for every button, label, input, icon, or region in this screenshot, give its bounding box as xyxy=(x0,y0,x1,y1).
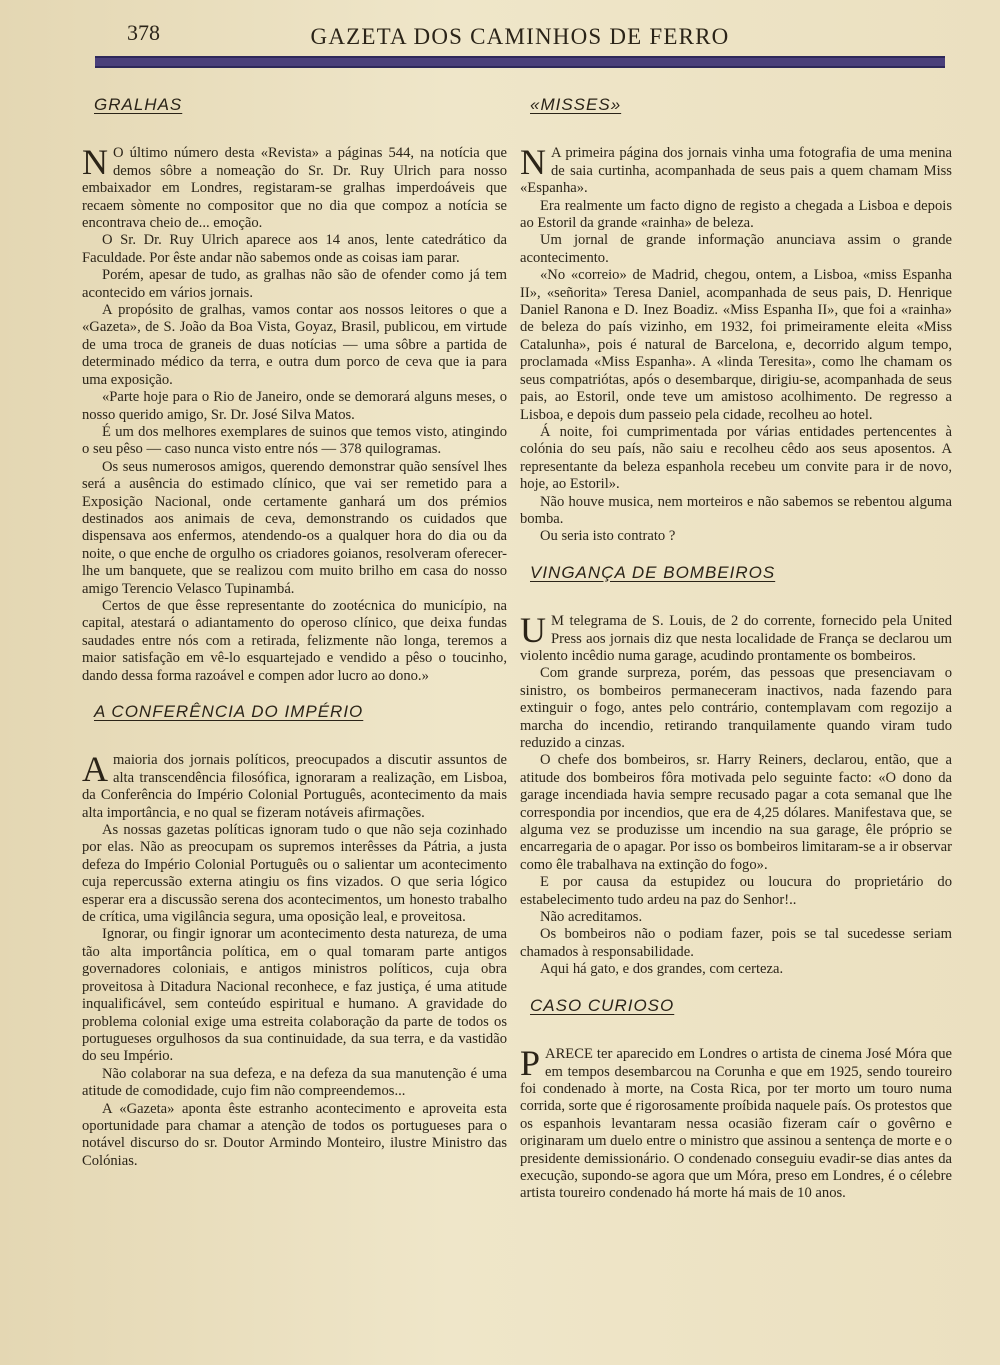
article-paragraph: U M telegrama de S. Louis, de 2 do corrente, fornecido pela United Press aos jornais diz que nesta localidade de França se declarou um violento incêdio numa garage, acudindo prontamente os bombeiros. xyxy=(520,610,952,664)
article-paragraph: Era realmente um facto digno de registo a chegada a Lisboa e depois ao Estoril da grande «rainha» de beleza. xyxy=(520,197,952,232)
article-paragraph: O chefe dos bombeiros, sr. Harry Reiners, declarou, então, que a atitude dos bombeiros fôra motivada pelo seguinte facto: «O dono da garage incendiada havia sempre recusado pagar a cota semanal que lhe correspondia por incendios, que era de 4,25 dólares. Manifestava que, se alguma vez se produzisse um incendio na sua garage, êle próprio se encarregaria de o apagar. Por isso os bombeiros limitaram-se a ir observar como êle trabalhava na extinção do fogo». xyxy=(520,752,952,873)
article-paragraph: É um dos melhores exemplares de suinos que temos visto, atingindo o seu pêso — caso nunca visto entre nós — 378 quilogramas. xyxy=(82,423,507,458)
article-paragraph: Não colaborar na sua defeza, e na defeza da sua manutenção é uma atitude de comodidade, cujo fim não compreendemos... xyxy=(82,1065,507,1100)
article-paragraph: Ignorar, ou fingir ignorar um acontecimento desta natureza, de uma tão alta importância política, em o qual tomaram parte antigos governadores coloniais, e antigos ministros políticos, cuja obra proveitosa à Ditadura Nacional reconhece, e faz justiça, é uma atitude inqualificável, sem conteúdo espiritual e humano. A gravidade do problema colonial exige uma estreita colaboração da parte de todos os portugueses orgulhosos da sua continuidade, da sua terra, e da vastidão do seu Império. xyxy=(82,926,507,1065)
article-paragraph: Os seus numerosos amigos, querendo demonstrar quão sensível lhes será a ausência do estimado clínico, que vai ser remetido para a Exposição Nacional, onde certamente ganhará um dos prémios destinados aos animais de ceva, demonstrando os cuidados que dispensava aos enfermos, atendendo-os a qualquer hora do dia ou da noite, o que enche de orgulho os criadores goianos, resolveram oferecer-lhe um banquete, que se realizou com muito brilho em casa do nosso amigo Terencio Velasco Tupinambá. xyxy=(82,458,507,597)
article-title: A CONFERÊNCIA DO IMPÉRIO xyxy=(94,702,364,721)
article-paragraph: Um jornal de grande informação anunciava assim o grande acontecimento. xyxy=(520,232,952,266)
article-paragraph: Ou seria isto contrato ? xyxy=(540,528,676,545)
article-paragraph: A propósito de gralhas, vamos contar aos nossos leitores o que a «Gazeta», de S. João da Boa Vista, Goyaz, Brasil, publicou, em virtude de uma troca de graneis de duas notícias — uma sôbre a partida de determinado médico da terra, e outra dum porco de ceva que ia para uma exposição. xyxy=(82,302,507,388)
article-paragraph: Á noite, foi cumprimentada por várias entidades pertencentes à colónia do seu país, não saiu e recolheu cêdo aos seus aposentos. A representante da beleza espanhola recebeu um convite para ir de novo, hoje, ao Estoril». xyxy=(520,423,952,493)
article-misses xyxy=(520,96,952,546)
article-paragraph: Porém, apesar de tudo, as gralhas não são de ofender como já tem acontecido em vários jornais. xyxy=(82,267,507,301)
article-title: CASO CURIOSO xyxy=(530,995,675,1015)
article-gralhas xyxy=(82,96,507,685)
article-paragraph: Não acreditamos. xyxy=(540,909,643,926)
drop-cap: N xyxy=(82,142,108,183)
article-paragraph: «No «correio» de Madrid, chegou, ontem, a Lisboa, «miss Espanha II», «señorita» Teresa Daniel, acompanhada de seus pais, D. Henrique Daniel Ranona e D. Inez Boadiz. «Miss Espanha II», que foi a «rainha» de beleza do país vizinho, em 1932, foi primeiramente eleita «Miss Catalunha», pois é natural de Barcelona, e, decorrido algum tempo, proclamada «Miss Espanha». A «linda Teresita», como lhe chamam os seus compatriótas, após o desembarque, dirigiu-se, acompanhada de seus pais, ao Estoril, onde teve um amistoso acolhimento. De regresso a Lisboa, e depois dum passeio pela cidade, recolheu ao hotel. xyxy=(520,267,952,423)
article-paragraph: N O último número desta «Revista» a páginas 544, na notícia que demos sôbre a nomeação do Sr. Dr. Ruy Ulrich para nosso embaixador em Londres, registaram-se gralhas imperdoáveis que recaem sòmente no compositor que no dia que compoz a notícia se encontrava cheio de... emoção. xyxy=(82,142,507,232)
page-header xyxy=(95,18,945,58)
drop-cap: U xyxy=(520,610,546,651)
article-paragraph: Não houve musica, nem morteiros e não sabemos se rebentou alguma bomba. xyxy=(520,493,952,527)
article-title: VINGANÇA DE BOMBEIROS xyxy=(530,562,776,582)
drop-cap: N xyxy=(520,142,546,183)
drop-cap: A xyxy=(82,749,108,790)
article-paragraph: «Parte hoje para o Rio de Janeiro, onde se demorará alguns meses, o nosso querido amigo, Sr. Dr. José Silva Matos. xyxy=(82,389,507,423)
article-paragraph: Amaioria dos jornais políticos, preocupados a discutir assuntos de alta transcendência filosófica, ignoraram a realização, em Lisboa, da Conferência do Império Colonial Português, acontecimento da mais alta importância, e no qual se fizeram notáveis afirmações. xyxy=(82,749,507,821)
article-paragraph: A «Gazeta» aponta êste estranho acontecimento e aproveita esta oportunidade para chamar a atenção de todos os portugueses para o notável discurso do sr. Doutor Armindo Monteiro, ilustre Ministro das Colónias. xyxy=(82,1100,507,1169)
drop-cap: P xyxy=(520,1043,541,1084)
page-number: 378 xyxy=(127,20,160,45)
right-column xyxy=(520,96,952,1221)
article-paragraph: Os bombeiros não o podiam fazer, pois se tal sucedesse seriam chamados à responsabilidade. xyxy=(520,926,952,960)
left-column xyxy=(82,96,507,1188)
article-caso-curioso xyxy=(520,997,952,1203)
article-paragraph: Certos de que êsse representante do zootécnica do município, na capital, atestará o adiantamento do operoso clínico, que deixa fundas saudades entre nós com a retirada, felizmente não longa, teremos a maior satisfação em vê-lo esquartejado e vendido a pêso o toucinho, dando dessa forma razoável e compen ador lucro ao dono.» xyxy=(82,597,507,684)
article-paragraph: O Sr. Dr. Ruy Ulrich aparece aos 14 anos, lente catedrático da Faculdade. Por êste andar não sabemos onde as coisas iam parar. xyxy=(82,232,507,266)
article-title: «MISSES» xyxy=(530,95,622,114)
article-paragraph: As nossas gazetas políticas ignoram tudo o que não seja cozinhado por elas. Não as preocupam os supremos interêsses da Pátria, a justa defeza do Império Colonial Português ou o salientar um acontecimento cuja repercussão externa atingiu os fins vizados. O que seria lógico esperar era a discussão serena dos acontecimentos, um honesto trabalho de crítica, uma vigilância segura, uma oposição leal, e proveitosa. xyxy=(82,822,507,926)
article-paragraph: PARECE ter aparecido em Londres o artista de cinema José Móra que em tempos desembarcou na Corunha e que em 1925, sendo toureiro foi condenado à morte, na Costa Rica, por ter morto um touro numa corrida, sorte que é rigorosamente proíbida naquele país. Os protestos que os espanhois levantaram nessa ocasião fizeram caír o govêrno e originaram um duelo entre o ministro que assinou a sentença de morte e o presidente demissionário. O condenado conseguiu evadir-se dias antes da execução, supondo-se agora que um Móra, preso em Londres, é o célebre artista toureiro condenado há morte há mais de 10 anos. xyxy=(520,1043,953,1202)
article-paragraph: Aqui há gato, e dos grandes, com certeza. xyxy=(540,961,784,978)
article-paragraph: E por causa da estupidez ou loucura do proprietário do estabelecimento tudo ardeu na paz do Senhor!.. xyxy=(520,874,952,908)
article-paragraph: N A primeira página dos jornais vinha uma fotografia de uma menina de saia curtinha, acompanhada de seus pais a quem chamam Miss «Espanha». xyxy=(520,142,952,197)
running-title: GAZETA DOS CAMINHOS DE FERRO xyxy=(310,24,730,49)
article-vinganca xyxy=(520,564,952,979)
article-conferencia xyxy=(82,703,507,1170)
header-rule xyxy=(95,56,945,68)
article-paragraph: Com grande surpreza, porém, das pessoas que presenciavam o sinistro, os bombeiros permaneceram inactivos, nada fazendo para extinguir o fogo, antes pelo contrário, contemplavam com regozijo a marcha do incendio, retirando tranquilamente quando viram tudo reduzido a cinzas. xyxy=(520,665,952,751)
article-title: GRALHAS xyxy=(94,95,183,114)
